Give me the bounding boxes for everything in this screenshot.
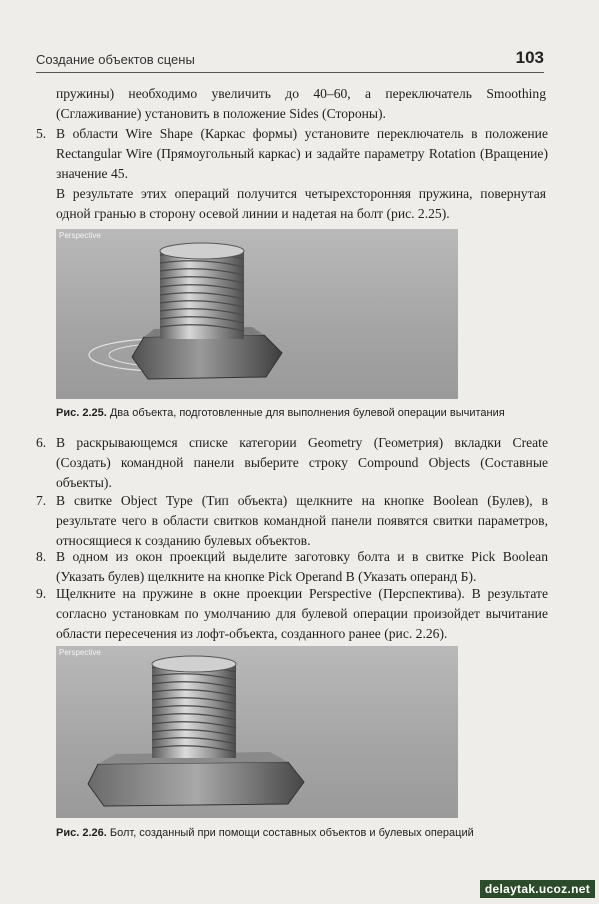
list-number: 7.: [36, 493, 47, 508]
caption-label: Рис. 2.25.: [56, 407, 107, 419]
page-number: 103: [515, 48, 544, 67]
list-text: В одном из окон проекций выделите заготовку болта и в свитке Pick Boolean (Указать булев) щелкните на кнопке Pick Operand B (Указать операнд Б).: [56, 549, 548, 584]
figure-bolt-final: [56, 646, 458, 818]
list-text: Щелкните на пружине в окне проекции Perspective (Перспектива). В результате согласно установкам по умолчанию для булевой операции произойдет вычитание области пересечения из лофт-объекта, созданного ранее (рис. 2.26).: [56, 586, 548, 641]
viewport-label: Perspective: [59, 231, 101, 240]
result-paragraph: В результате этих операций получится четырехсторонняя пружина, повернутая одной гранью в сторону осевой линии и надетая на болт (рис. 2.25).: [56, 186, 546, 221]
running-header: [36, 50, 544, 73]
list-number: 8.: [36, 549, 47, 564]
intro-paragraph: пружины) необходимо увеличить до 40–60, а переключатель Smoothing (Сглаживание) установить в положение Sides (Стороны).: [56, 86, 546, 121]
list-number: 9.: [36, 586, 47, 601]
list-item-7: [36, 491, 548, 551]
list-item-9: [36, 584, 548, 644]
list-number: 6.: [36, 435, 47, 450]
caption-text: Два объекта, подготовленные для выполнения булевой операции вычитания: [109, 407, 505, 419]
list-text: В свитке Object Type (Тип объекта) щелкните на кнопке Boolean (Булев), в результате чего в области свитков командной панели появятся свитки параметров, относящиеся к созданию булевых объектов.: [56, 493, 548, 548]
site-watermark: delaytak.ucoz.net: [480, 880, 595, 898]
caption-text: Болт, созданный при помощи составных объектов и булевых операций: [109, 827, 474, 839]
caption-label: Рис. 2.26.: [56, 827, 107, 839]
figure-bolt-spring: [56, 229, 458, 399]
list-text: В раскрывающемся списке категории Geometry (Геометрия) вкладки Create (Создать) командной панели выберите строку Compound Objects (Составные объекты).: [56, 435, 548, 490]
list-number: 5.: [36, 126, 47, 141]
list-text: В области Wire Shape (Каркас формы) установите переключатель в положение Rectangular Wire (Прямоугольный каркас) и задайте параметру Rotation (Вращение) значение 45.: [56, 126, 548, 181]
list-item-5: [36, 124, 548, 184]
render-bolt-spring: [56, 229, 458, 399]
figure-caption-2-26: [56, 826, 556, 840]
viewport-label: Perspective: [59, 648, 101, 657]
section-title: Создание объектов сцены: [36, 52, 195, 67]
list-item-8: [36, 547, 548, 587]
figure-caption-2-25: [56, 406, 556, 420]
render-bolt-final: [56, 646, 458, 818]
list-item-6: [36, 433, 548, 493]
